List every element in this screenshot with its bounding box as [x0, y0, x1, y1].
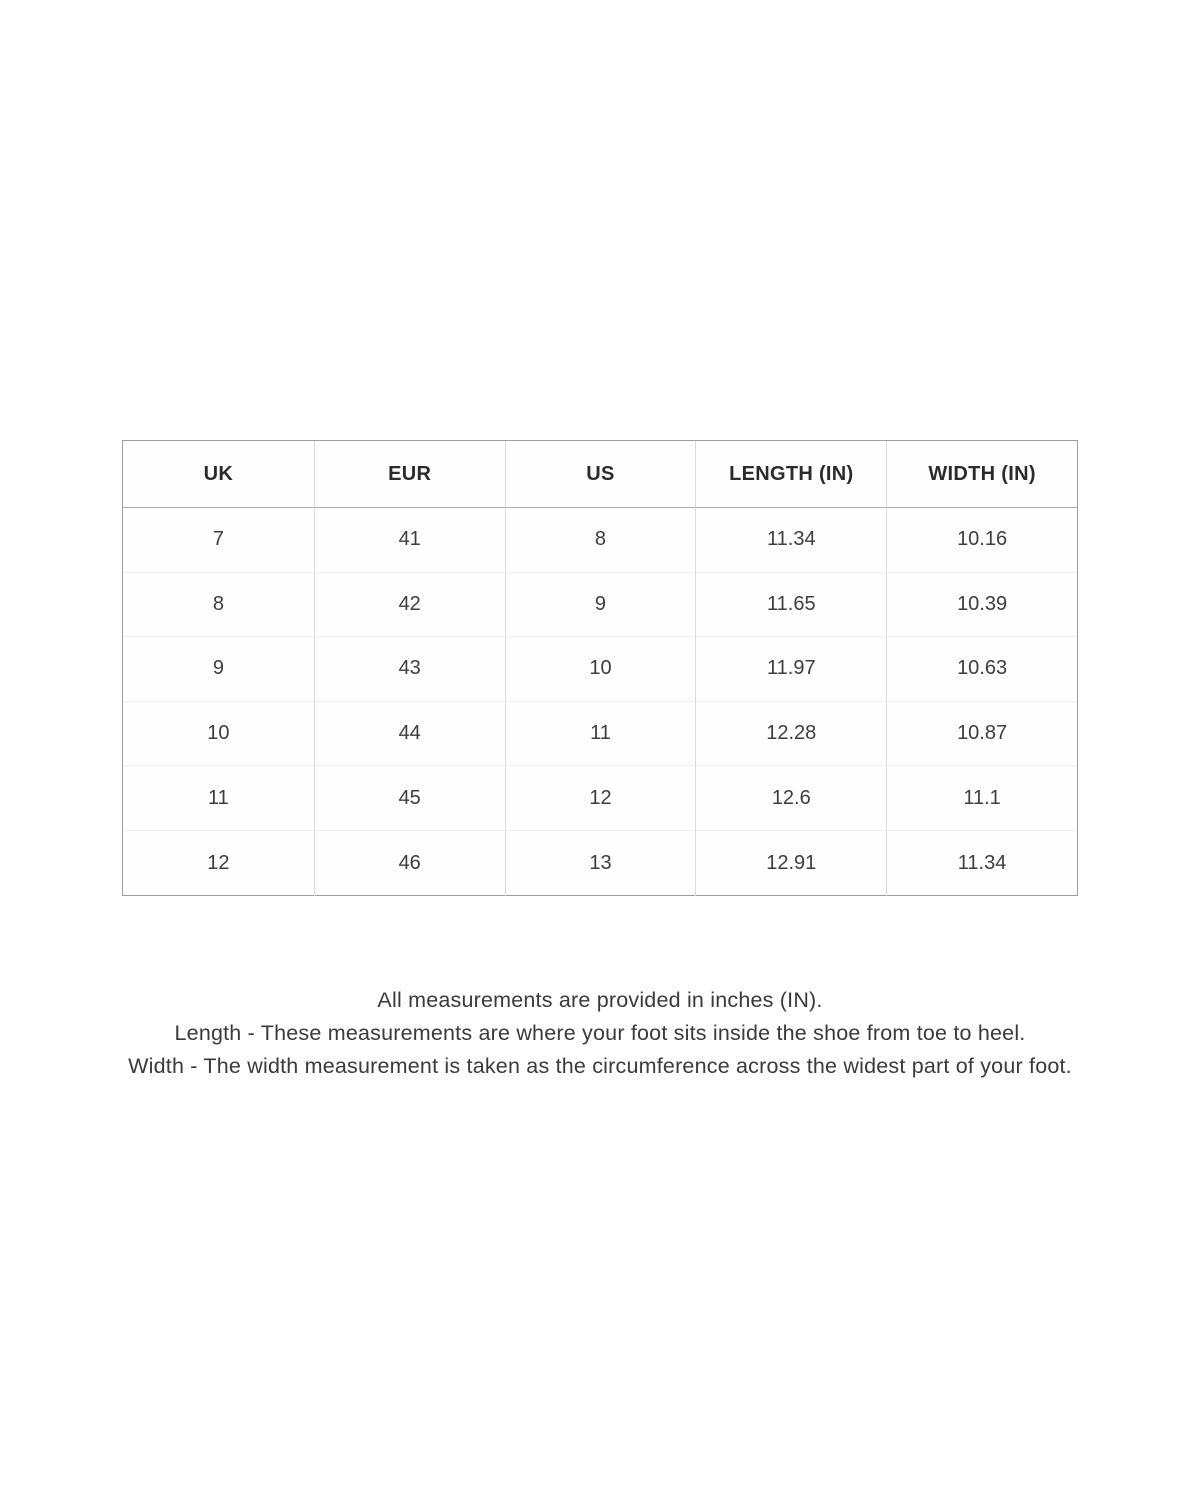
size-chart-table: [122, 440, 1078, 896]
table-cell-length: 11.34: [695, 508, 886, 573]
table-cell-eur: 46: [314, 831, 505, 896]
table-cell-uk: 9: [123, 637, 314, 702]
table-cell-length: 12.28: [695, 702, 886, 767]
table-cell-width: 10.63: [886, 637, 1077, 702]
table-cell-uk: 10: [123, 702, 314, 767]
table-cell-width: 10.39: [886, 573, 1077, 638]
table-cell-us: 12: [505, 766, 696, 831]
table-cell-eur: 44: [314, 702, 505, 767]
table-cell-uk: 12: [207, 851, 230, 874]
table-cell-uk: 11: [123, 766, 314, 831]
table-cell-eur: 43: [314, 637, 505, 702]
table-cell-us: 9: [505, 573, 696, 638]
note-line-units: All measurements are provided in inches (IN).: [377, 988, 823, 1012]
table-cell-length: 11.65: [695, 573, 886, 638]
column-header-width: WIDTH (IN): [886, 441, 1077, 508]
table-cell-length: 11.97: [695, 637, 886, 702]
table-cell-width: 11.1: [886, 766, 1077, 831]
table-cell-width: 11.34: [886, 831, 1077, 896]
measurement-notes: [0, 984, 1200, 1083]
column-header-length: LENGTH (IN): [695, 441, 886, 508]
table-cell-us: 8: [505, 508, 696, 573]
table-cell-width: 10.87: [886, 702, 1077, 767]
table-cell-eur: 45: [314, 766, 505, 831]
table-cell-length: 12.6: [695, 766, 886, 831]
table-cell-us: 10: [505, 637, 696, 702]
column-header-eur: EUR: [314, 441, 505, 508]
table-cell-us: 13: [505, 831, 696, 896]
table-cell-length: 12.91: [695, 831, 886, 896]
table-cell-uk: 7: [123, 508, 314, 573]
table-cell-us: 11: [505, 702, 696, 767]
table-cell-eur: 42: [314, 573, 505, 638]
note-line-length: Length - These measurements are where your foot sits inside the shoe from toe to heel.: [174, 1021, 1026, 1045]
column-header-us: US: [505, 441, 696, 508]
column-header-uk: UK: [123, 441, 314, 508]
note-line-width: Width - The width measurement is taken as the circumference across the widest part of your foot.: [128, 1054, 1072, 1078]
table-cell-eur: 41: [314, 508, 505, 573]
table-cell-uk: 8: [123, 573, 314, 638]
table-cell-width: 10.16: [886, 508, 1077, 573]
